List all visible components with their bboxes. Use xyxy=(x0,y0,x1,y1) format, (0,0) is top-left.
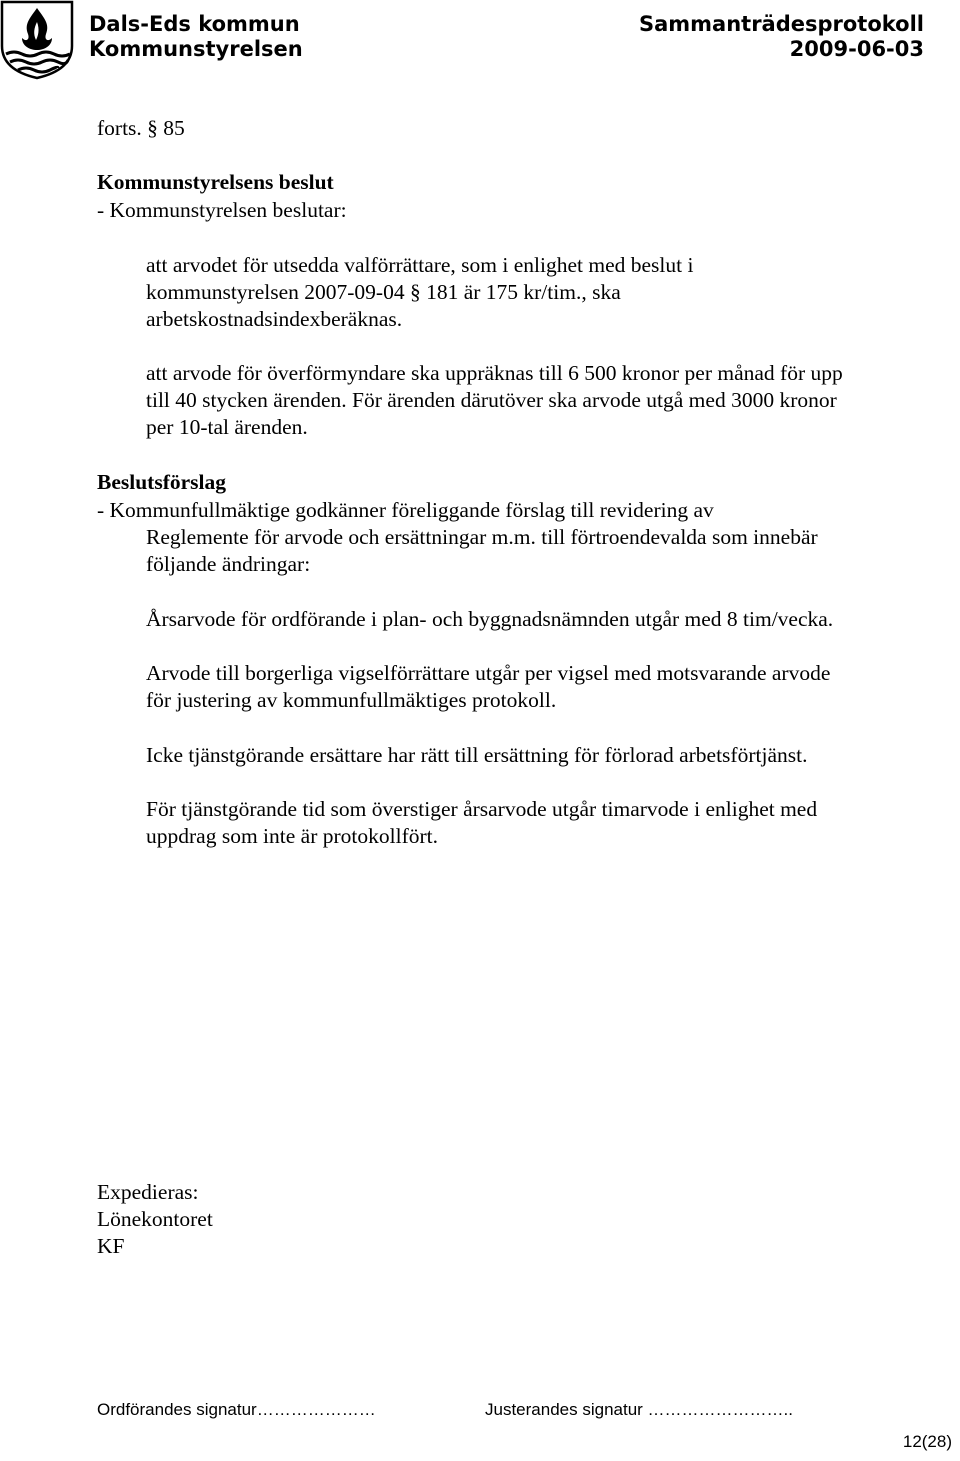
change-4-line1: För tjänstgörande tid som överstiger årsarvode utgår timarvode i enlighet med xyxy=(146,797,818,821)
adjuster-signature-line: Justerandes signatur …………………….. xyxy=(485,1400,793,1419)
change-2-line1: Arvode till borgerliga vigselförrättare utgår per vigsel med motsvarande arvode xyxy=(146,661,831,685)
proposal-heading: Beslutsförslag xyxy=(97,470,226,494)
change-1: Årsarvode för ordförande i plan- och byggnadsnämnden utgår med 8 tim/vecka. xyxy=(146,607,834,631)
decision-p1-line2: kommunstyrelsen 2007-09-04 § 181 är 175 kr/tim., ska xyxy=(146,280,621,304)
header-doc-type: Sammanträdesprotokoll xyxy=(638,12,924,36)
dispatch-recipient-1: Lönekontoret xyxy=(97,1207,213,1231)
change-2-line2: för justering av kommunfullmäktiges protokoll. xyxy=(146,688,557,712)
decision-intro: - Kommunstyrelsen beslutar: xyxy=(97,198,347,222)
change-3: Icke tjänstgörande ersättare har rätt till ersättning för förlorad arbetsförtjänst. xyxy=(146,743,808,767)
decision-p2-line3: per 10-tal ärenden. xyxy=(146,415,308,439)
header-municipality: Dals-Eds kommun xyxy=(89,12,300,36)
decision-heading: Kommunstyrelsens beslut xyxy=(97,170,334,194)
change-4-line2: uppdrag som inte är protokollfört. xyxy=(146,824,438,848)
decision-p2-line1: att arvode för överförmyndare ska uppräknas till 6 500 kronor per månad för upp xyxy=(146,361,843,385)
decision-p2-line2: till 40 stycken ärenden. För ärenden därutöver ska arvode utgå med 3000 kronor xyxy=(146,388,837,412)
page-number: 12(28) xyxy=(902,1432,952,1451)
continuation-label: forts. § 85 xyxy=(97,116,185,140)
proposal-line1: - Kommunfullmäktige godkänner föreliggande förslag till revidering av xyxy=(97,498,714,522)
proposal-line2: Reglemente för arvode och ersättningar m.m. till förtroendevalda som innebär xyxy=(146,525,818,549)
proposal-line3: följande ändringar: xyxy=(146,552,311,576)
municipal-coat-of-arms-icon xyxy=(0,0,74,80)
decision-p1-line3: arbetskostnadsindexberäknas. xyxy=(146,307,403,331)
header-date: 2009-06-03 xyxy=(789,37,924,61)
decision-p1-line1: att arvodet för utsedda valförrättare, som i enlighet med beslut i xyxy=(146,253,694,277)
dispatch-recipient-2: KF xyxy=(97,1234,125,1258)
dispatch-label: Expedieras: xyxy=(97,1180,199,1204)
header-body: Kommunstyrelsen xyxy=(89,37,303,61)
chair-signature-line: Ordförandes signatur………………… xyxy=(97,1400,376,1419)
